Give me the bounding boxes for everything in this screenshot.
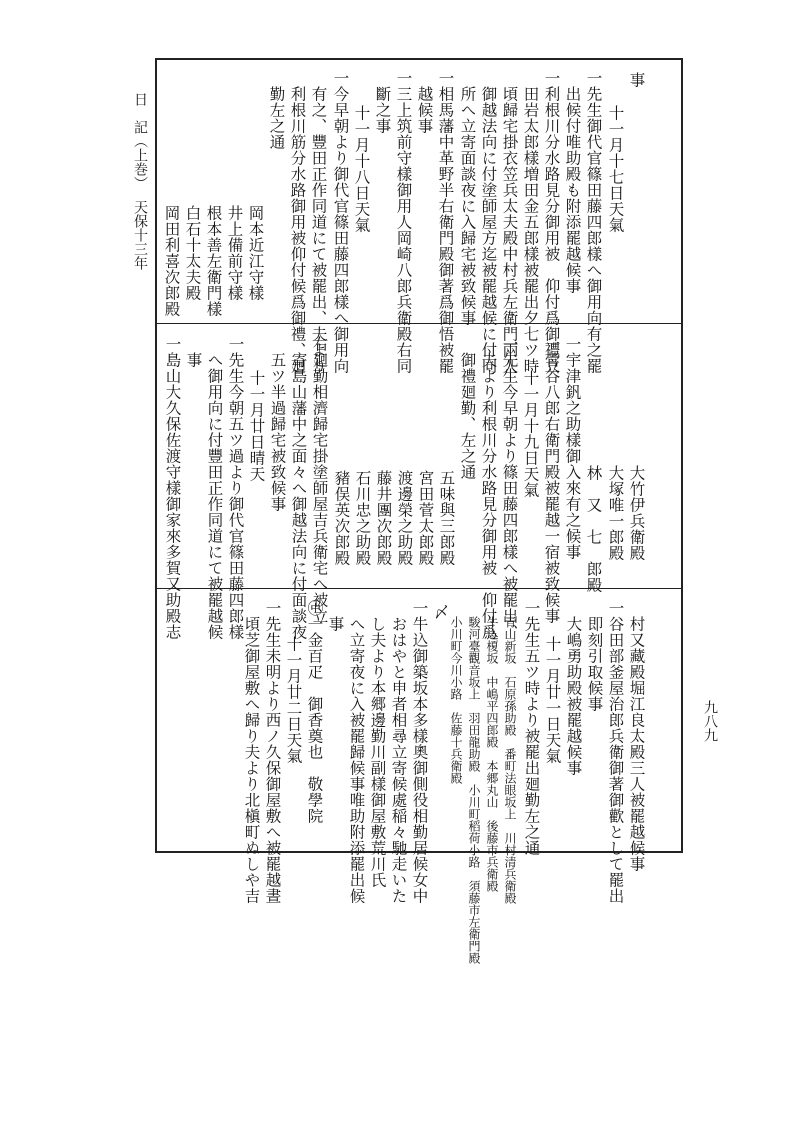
text-column: 所へ立寄面談夜に入歸宅被致候事	[458, 86, 477, 326]
text-column: へ立寄夜に入被罷歸候事唯助附添罷出候	[347, 616, 366, 904]
text-column: 事	[627, 72, 646, 88]
text-column: 一島山大久保佐渡守樣御家來多賀又助殿志	[163, 336, 182, 640]
text-column: 石川忠之助殿	[353, 470, 372, 566]
text-column: 岡田利喜次郎殿	[162, 205, 181, 317]
text-column: 林 又 七 郎殿	[584, 465, 603, 593]
text-column: 牛込榎坂 中嶋平四郎殿 本郷丸山 後藤市兵衛殿	[485, 616, 499, 892]
text-column: 駿河臺觀音坂上 羽田龍助殿 小川町稻荷小路 須藤市左衛門殿	[467, 616, 481, 964]
running-header-title: 日 記（上巻）	[132, 92, 148, 190]
text-column: 御禮廻勤、左之通	[458, 352, 477, 480]
text-column: 御越法向に付塗師屋方迄被罷越候に付同	[479, 86, 498, 374]
text-column: 一牛込御築坂本多樣奧御側役相勤居候女中	[410, 600, 429, 904]
text-column: 一相馬藩中革野半右衛門殿御著爲御悟被罷	[436, 70, 455, 374]
text-column: 頃歸宅掛衣笠兵太夫殿中村兵左衛門兩人	[500, 86, 519, 374]
text-column: 事	[326, 616, 345, 632]
text-column: 大竹伊兵衛殿	[627, 465, 646, 561]
text-column: 一先生今朝五ツ過より御代官篠田藤四郎樣	[226, 336, 245, 640]
text-column: 即刻引取候事	[585, 616, 604, 712]
text-column: 出候付唯助殿も附添罷越候事	[563, 86, 582, 294]
text-column: 斷之事	[373, 86, 392, 134]
text-column: 越候事	[415, 86, 434, 134]
text-column: 一先生御代官篠田藤四郎樣へ御用向有之罷	[584, 70, 603, 374]
text-column: 有之、豐田正作同道にて被罷出、夫より	[309, 86, 328, 374]
text-column: 一先生五ツ時より被罷出廻勤左之通	[522, 600, 541, 856]
text-column: 十一月十七日天氣	[606, 105, 625, 233]
text-column: 十一月十八日天氣	[352, 105, 371, 233]
text-column: 夫より利根川分水路見分御用被 仰付爲	[479, 352, 498, 640]
text-column: 五ツ半過歸宅被致候事	[268, 352, 287, 512]
text-column: 一先生未明より西ノ久保御屋敷へ被罷越晝	[263, 600, 282, 904]
text-column: 藤井團次郎殿	[374, 470, 393, 566]
text-column: へ御用向に付豐田正作同道にて被罷越候	[205, 352, 224, 640]
text-column: ㊥一金百疋 御香奠也 敬學院	[305, 600, 324, 824]
text-column: 大嶋勇助殿被罷越候事	[564, 616, 583, 776]
text-column: 寄島山藩中之面々へ御越法向に付面談夜	[289, 352, 308, 640]
running-header-year: 天保十三年	[132, 200, 148, 270]
text-column: 岡本近江守樣	[246, 205, 265, 301]
text-column: 村又藏殿堀江良太殿三人被罷越候事	[627, 616, 646, 872]
text-column: 勤左之通	[267, 86, 286, 150]
text-column: 右廻勤相濟歸宅掛塗師屋吉兵衛宅へ被立	[310, 336, 329, 624]
text-column: 豬俣英次郎殿	[332, 470, 351, 566]
text-column: 十一月廿一日天氣	[543, 636, 562, 764]
text-column: 青山新坂 石原孫助殿 番町法眼坂上 川村清兵衛殿	[503, 616, 517, 904]
text-column: 一菅谷八郎右衛門殿被罷越一宿被致候事	[542, 336, 561, 624]
text-column: 一先生今早朝より篠田藤四郎樣へ被罷出、	[500, 336, 519, 640]
section-divider-1	[155, 323, 683, 324]
text-column: 十一月廿日晴天	[247, 370, 266, 482]
text-column: 一宇津釩之助樣御入來有之候事	[563, 336, 582, 560]
text-column: 井上備前守樣	[225, 205, 244, 301]
text-column: し夫より本郷邊勤川副樣御屋敷荒川氏	[368, 616, 387, 888]
text-column: 事	[184, 352, 203, 368]
text-column: 〆	[431, 604, 450, 620]
text-column: 根本善左衛門樣	[204, 205, 223, 317]
text-column: 一利根川分水路見分御用被 仰付爲御禮立	[542, 70, 561, 374]
text-column: 頃芝御屋敷へ歸り夫より北槇町ぬしや吉	[242, 616, 261, 904]
text-column: 宮田菅太郎殿	[416, 470, 435, 566]
text-column: 十一月十九日天氣	[521, 370, 540, 498]
text-column: 田岩太郎樣増田金五郎樣被罷出夕七ツ時	[521, 86, 540, 374]
text-column: 十一月廿二日天氣	[284, 636, 303, 764]
text-column: 一三上筑前守樣御用人岡崎八郎兵衛殿右同	[394, 70, 413, 374]
text-column: 小川町今川小路 佐藤十兵衛殿	[449, 616, 463, 784]
text-column: 大塚唯一郎殿	[606, 465, 625, 561]
text-column: 渡邊榮之助殿	[395, 470, 414, 566]
text-column: 白石十太夫殿	[183, 205, 202, 301]
text-column: 一谷田部釜屋治郎兵衛御著御歡として罷出	[606, 600, 625, 904]
page-number: 九八九	[702, 700, 718, 742]
text-column: 一今早朝より御代官篠田藤四郎樣へ御用向	[331, 70, 350, 374]
text-column: おはやと申者相尋立寄候處稲々馳走いた	[389, 616, 408, 904]
text-column: 五味與三郎殿	[437, 470, 456, 566]
text-column: 利根川筋分水路御用被仰付候爲御禮、廻	[288, 86, 307, 374]
